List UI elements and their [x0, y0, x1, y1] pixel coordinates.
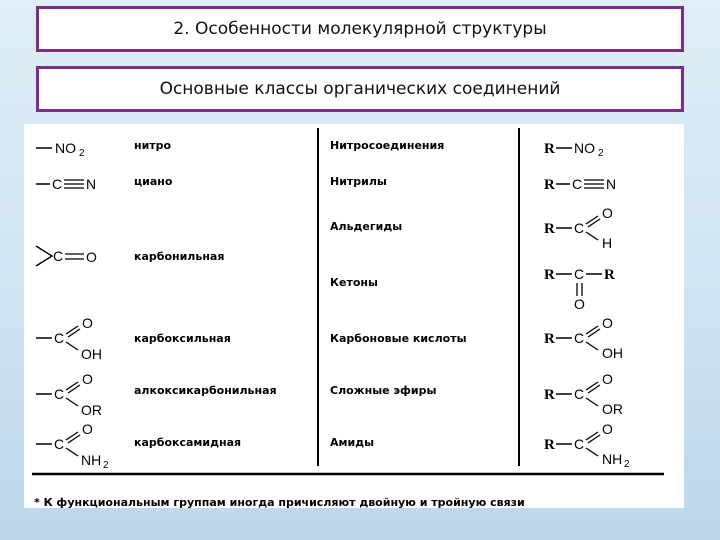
svg-text:NH: NH: [81, 452, 102, 468]
svg-text:C: C: [574, 330, 585, 346]
svg-text:R: R: [604, 267, 615, 283]
group-names: [134, 139, 277, 449]
table-footnote: * К функциональным группам иногда причисляют двойную и тройную связи: [34, 496, 525, 508]
svg-text:2: 2: [624, 459, 630, 470]
svg-text:NO: NO: [55, 140, 76, 156]
class-name: Нитросоединения: [330, 139, 445, 152]
svg-text:C: C: [54, 386, 65, 402]
class-name: Кетоны: [330, 276, 378, 289]
svg-text:C: C: [574, 266, 585, 282]
group-name: алкоксикарбонильная: [134, 384, 277, 397]
group-name: карбонильная: [134, 250, 225, 263]
class-name: Карбоновые кислоты: [330, 332, 467, 345]
svg-text:OR: OR: [602, 401, 623, 417]
svg-text:O: O: [574, 296, 585, 312]
svg-text:OR: OR: [81, 402, 102, 418]
class-name: Амиды: [330, 436, 375, 449]
page-title: 2. Особенности молекулярной структуры: [36, 6, 684, 52]
group-name: циано: [134, 175, 173, 188]
svg-text:R: R: [544, 141, 555, 157]
svg-text:C: C: [54, 330, 65, 346]
svg-text:C: C: [574, 436, 585, 452]
functional-groups-table: [24, 124, 684, 508]
svg-text:R: R: [544, 387, 555, 403]
svg-text:C: C: [574, 220, 585, 236]
svg-text:C: C: [53, 248, 64, 264]
svg-text:R: R: [544, 437, 555, 453]
svg-text:O: O: [602, 421, 613, 437]
svg-text:NO: NO: [574, 140, 595, 156]
class-name: Нитрилы: [330, 175, 387, 188]
svg-text:R: R: [544, 331, 555, 347]
svg-text:O: O: [602, 371, 613, 387]
svg-text:N: N: [86, 176, 97, 192]
svg-text:C: C: [574, 386, 585, 402]
compound-classes: [330, 139, 467, 449]
svg-text:R: R: [544, 221, 555, 237]
svg-text:O: O: [602, 205, 613, 221]
svg-text:O: O: [82, 315, 93, 331]
group-name: карбоксильная: [134, 332, 231, 345]
svg-text:OH: OH: [602, 345, 623, 361]
svg-text:2: 2: [79, 148, 85, 159]
svg-text:O: O: [602, 315, 613, 331]
class-name: Альдегиды: [330, 220, 403, 233]
group-structures: [36, 140, 109, 471]
svg-text:R: R: [544, 177, 555, 193]
svg-text:NH: NH: [602, 451, 623, 467]
svg-text:O: O: [82, 421, 93, 437]
svg-text:N: N: [606, 176, 617, 192]
svg-text:C: C: [54, 436, 65, 452]
svg-text:R: R: [544, 267, 555, 283]
group-name: нитро: [134, 139, 172, 152]
svg-text:O: O: [82, 371, 93, 387]
svg-text:2: 2: [103, 460, 109, 471]
svg-text:O: O: [86, 249, 97, 265]
svg-text:H: H: [602, 235, 613, 251]
general-formulas: [544, 140, 630, 470]
class-name: Сложные эфиры: [330, 384, 437, 397]
svg-text:OH: OH: [81, 346, 102, 362]
svg-text:2: 2: [598, 148, 604, 159]
svg-text:C: C: [52, 176, 63, 192]
svg-text:C: C: [572, 176, 583, 192]
page-subtitle: Основные классы органических соединений: [36, 66, 684, 112]
group-name: карбоксамидная: [134, 436, 242, 449]
